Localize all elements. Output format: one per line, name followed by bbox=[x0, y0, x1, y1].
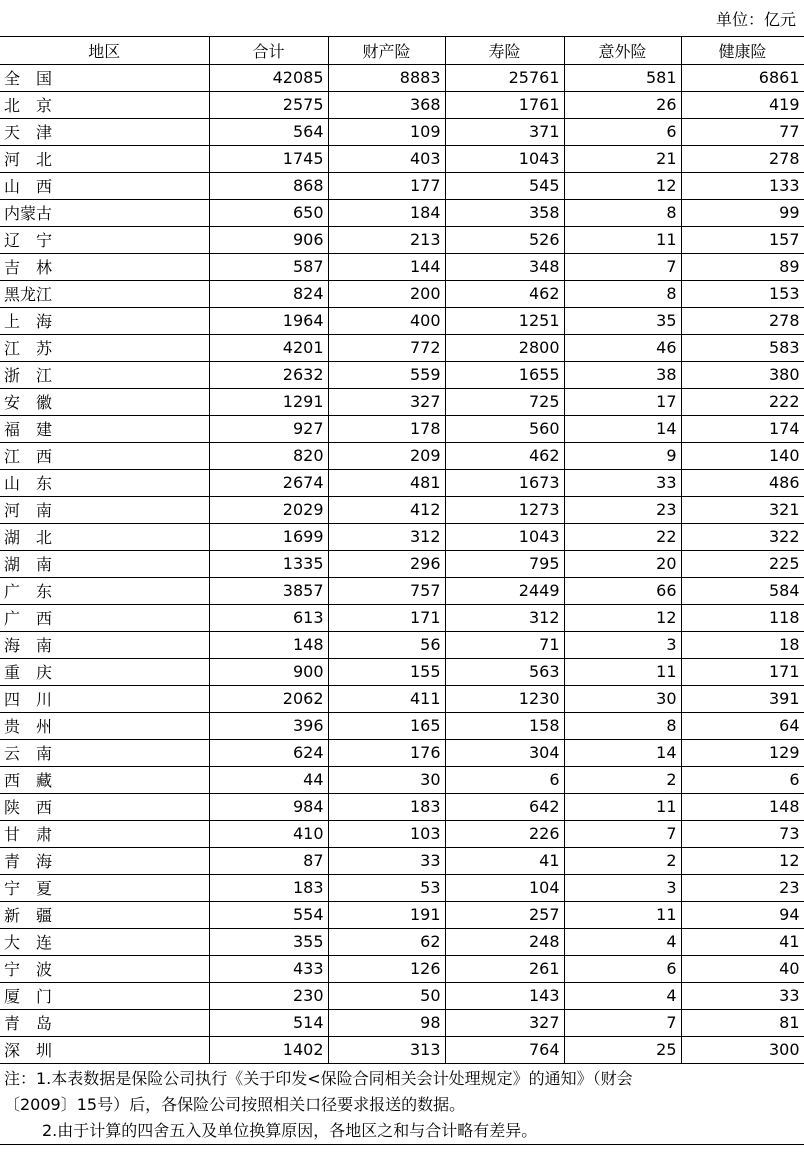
region-cell: 山 东 bbox=[0, 469, 209, 496]
header-life: 寿险 bbox=[445, 37, 564, 64]
life-cell: 312 bbox=[445, 604, 564, 631]
property-cell: 109 bbox=[328, 118, 445, 145]
property-cell: 177 bbox=[328, 172, 445, 199]
life-cell: 795 bbox=[445, 550, 564, 577]
life-cell: 104 bbox=[445, 874, 564, 901]
accident-cell: 8 bbox=[564, 199, 681, 226]
header-property: 财产险 bbox=[328, 37, 445, 64]
accident-cell: 11 bbox=[564, 658, 681, 685]
table-row bbox=[0, 712, 804, 739]
total-cell: 183 bbox=[209, 874, 328, 901]
accident-cell: 30 bbox=[564, 685, 681, 712]
table-row bbox=[0, 334, 804, 361]
total-cell: 820 bbox=[209, 442, 328, 469]
region-cell: 北 京 bbox=[0, 91, 209, 118]
health-cell: 300 bbox=[681, 1036, 804, 1063]
property-cell: 103 bbox=[328, 820, 445, 847]
region-cell: 青 岛 bbox=[0, 1009, 209, 1036]
property-cell: 412 bbox=[328, 496, 445, 523]
table-row bbox=[0, 604, 804, 631]
health-cell: 6 bbox=[681, 766, 804, 793]
accident-cell: 12 bbox=[564, 172, 681, 199]
property-cell: 165 bbox=[328, 712, 445, 739]
accident-cell: 26 bbox=[564, 91, 681, 118]
region-cell: 宁 波 bbox=[0, 955, 209, 982]
property-cell: 8883 bbox=[328, 64, 445, 91]
life-cell: 560 bbox=[445, 415, 564, 442]
property-cell: 313 bbox=[328, 1036, 445, 1063]
property-cell: 481 bbox=[328, 469, 445, 496]
region-cell: 贵 州 bbox=[0, 712, 209, 739]
table-row bbox=[0, 523, 804, 550]
property-cell: 559 bbox=[328, 361, 445, 388]
premium-table bbox=[0, 37, 804, 1145]
region-cell: 浙 江 bbox=[0, 361, 209, 388]
health-cell: 81 bbox=[681, 1009, 804, 1036]
life-cell: 226 bbox=[445, 820, 564, 847]
health-cell: 157 bbox=[681, 226, 804, 253]
region-cell: 湖 南 bbox=[0, 550, 209, 577]
accident-cell: 3 bbox=[564, 874, 681, 901]
region-cell: 四 川 bbox=[0, 685, 209, 712]
table-row bbox=[0, 820, 804, 847]
note-line-1: 注：1.本表数据是保险公司执行《关于印发<保险合同相关会计处理规定》的通知》（财会 bbox=[4, 1068, 633, 1088]
total-cell: 650 bbox=[209, 199, 328, 226]
accident-cell: 8 bbox=[564, 712, 681, 739]
accident-cell: 6 bbox=[564, 118, 681, 145]
life-cell: 358 bbox=[445, 199, 564, 226]
accident-cell: 66 bbox=[564, 577, 681, 604]
table-row bbox=[0, 550, 804, 577]
table-row bbox=[0, 280, 804, 307]
health-cell: 129 bbox=[681, 739, 804, 766]
health-cell: 18 bbox=[681, 631, 804, 658]
header-total: 合计 bbox=[209, 37, 328, 64]
life-cell: 1761 bbox=[445, 91, 564, 118]
total-cell: 984 bbox=[209, 793, 328, 820]
total-cell: 587 bbox=[209, 253, 328, 280]
health-cell: 583 bbox=[681, 334, 804, 361]
total-cell: 1699 bbox=[209, 523, 328, 550]
table-body bbox=[0, 64, 804, 1063]
accident-cell: 17 bbox=[564, 388, 681, 415]
total-cell: 624 bbox=[209, 739, 328, 766]
life-cell: 526 bbox=[445, 226, 564, 253]
total-cell: 564 bbox=[209, 118, 328, 145]
table-row bbox=[0, 793, 804, 820]
accident-cell: 21 bbox=[564, 145, 681, 172]
region-cell: 大 连 bbox=[0, 928, 209, 955]
unit-label bbox=[0, 0, 804, 37]
total-cell: 1745 bbox=[209, 145, 328, 172]
table-row bbox=[0, 739, 804, 766]
health-cell: 222 bbox=[681, 388, 804, 415]
table-row bbox=[0, 415, 804, 442]
region-cell: 山 西 bbox=[0, 172, 209, 199]
accident-cell: 35 bbox=[564, 307, 681, 334]
total-cell: 927 bbox=[209, 415, 328, 442]
total-cell: 3857 bbox=[209, 577, 328, 604]
life-cell: 1673 bbox=[445, 469, 564, 496]
table-row bbox=[0, 226, 804, 253]
table-row bbox=[0, 901, 804, 928]
table-row bbox=[0, 307, 804, 334]
health-cell: 148 bbox=[681, 793, 804, 820]
health-cell: 73 bbox=[681, 820, 804, 847]
life-cell: 1043 bbox=[445, 523, 564, 550]
accident-cell: 38 bbox=[564, 361, 681, 388]
health-cell: 64 bbox=[681, 712, 804, 739]
accident-cell: 33 bbox=[564, 469, 681, 496]
property-cell: 403 bbox=[328, 145, 445, 172]
total-cell: 1402 bbox=[209, 1036, 328, 1063]
total-cell: 410 bbox=[209, 820, 328, 847]
table-row bbox=[0, 685, 804, 712]
header-health: 健康险 bbox=[681, 37, 804, 64]
health-cell: 118 bbox=[681, 604, 804, 631]
life-cell: 371 bbox=[445, 118, 564, 145]
total-cell: 514 bbox=[209, 1009, 328, 1036]
property-cell: 296 bbox=[328, 550, 445, 577]
accident-cell: 4 bbox=[564, 928, 681, 955]
region-cell: 黑龙江 bbox=[0, 280, 209, 307]
table-row bbox=[0, 118, 804, 145]
region-cell: 厦 门 bbox=[0, 982, 209, 1009]
life-cell: 764 bbox=[445, 1036, 564, 1063]
property-cell: 400 bbox=[328, 307, 445, 334]
health-cell: 584 bbox=[681, 577, 804, 604]
accident-cell: 14 bbox=[564, 739, 681, 766]
total-cell: 2062 bbox=[209, 685, 328, 712]
table-row bbox=[0, 928, 804, 955]
total-cell: 613 bbox=[209, 604, 328, 631]
total-cell: 1964 bbox=[209, 307, 328, 334]
header-row bbox=[0, 37, 804, 64]
region-cell: 深 圳 bbox=[0, 1036, 209, 1063]
life-cell: 261 bbox=[445, 955, 564, 982]
life-cell: 1655 bbox=[445, 361, 564, 388]
property-cell: 209 bbox=[328, 442, 445, 469]
life-cell: 1230 bbox=[445, 685, 564, 712]
health-cell: 89 bbox=[681, 253, 804, 280]
health-cell: 6861 bbox=[681, 64, 804, 91]
region-cell: 重 庆 bbox=[0, 658, 209, 685]
total-cell: 1335 bbox=[209, 550, 328, 577]
health-cell: 391 bbox=[681, 685, 804, 712]
life-cell: 257 bbox=[445, 901, 564, 928]
unit-label-text: 单位：亿元 bbox=[715, 9, 796, 29]
total-cell: 2029 bbox=[209, 496, 328, 523]
table-row bbox=[0, 955, 804, 982]
table-row bbox=[0, 145, 804, 172]
total-cell: 396 bbox=[209, 712, 328, 739]
region-cell: 湖 北 bbox=[0, 523, 209, 550]
table-row bbox=[0, 172, 804, 199]
note-line-2: 〔2009〕15号）后，各保险公司按照相关口径要求报送的数据。 bbox=[4, 1094, 466, 1114]
note-line-3: 2.由于计算的四舍五入及单位换算原因，各地区之和与合计略有差异。 bbox=[42, 1120, 538, 1140]
total-cell: 900 bbox=[209, 658, 328, 685]
health-cell: 41 bbox=[681, 928, 804, 955]
table-row bbox=[0, 1009, 804, 1036]
table-row bbox=[0, 577, 804, 604]
region-cell: 云 南 bbox=[0, 739, 209, 766]
property-cell: 411 bbox=[328, 685, 445, 712]
property-cell: 33 bbox=[328, 847, 445, 874]
table-row bbox=[0, 64, 804, 91]
life-cell: 143 bbox=[445, 982, 564, 1009]
region-cell: 广 东 bbox=[0, 577, 209, 604]
health-cell: 153 bbox=[681, 280, 804, 307]
life-cell: 545 bbox=[445, 172, 564, 199]
accident-cell: 20 bbox=[564, 550, 681, 577]
region-cell: 福 建 bbox=[0, 415, 209, 442]
accident-cell: 2 bbox=[564, 847, 681, 874]
region-cell: 辽 宁 bbox=[0, 226, 209, 253]
table-row bbox=[0, 253, 804, 280]
accident-cell: 14 bbox=[564, 415, 681, 442]
life-cell: 563 bbox=[445, 658, 564, 685]
property-cell: 213 bbox=[328, 226, 445, 253]
total-cell: 824 bbox=[209, 280, 328, 307]
region-cell: 吉 林 bbox=[0, 253, 209, 280]
accident-cell: 46 bbox=[564, 334, 681, 361]
health-cell: 140 bbox=[681, 442, 804, 469]
property-cell: 757 bbox=[328, 577, 445, 604]
property-cell: 171 bbox=[328, 604, 445, 631]
accident-cell: 11 bbox=[564, 793, 681, 820]
health-cell: 322 bbox=[681, 523, 804, 550]
accident-cell: 3 bbox=[564, 631, 681, 658]
property-cell: 368 bbox=[328, 91, 445, 118]
total-cell: 433 bbox=[209, 955, 328, 982]
property-cell: 144 bbox=[328, 253, 445, 280]
total-cell: 2575 bbox=[209, 91, 328, 118]
total-cell: 868 bbox=[209, 172, 328, 199]
region-cell: 陕 西 bbox=[0, 793, 209, 820]
table-row bbox=[0, 496, 804, 523]
total-cell: 230 bbox=[209, 982, 328, 1009]
accident-cell: 11 bbox=[564, 226, 681, 253]
table-row bbox=[0, 91, 804, 118]
region-cell: 新 疆 bbox=[0, 901, 209, 928]
life-cell: 41 bbox=[445, 847, 564, 874]
accident-cell: 9 bbox=[564, 442, 681, 469]
life-cell: 71 bbox=[445, 631, 564, 658]
table-row bbox=[0, 199, 804, 226]
table-row bbox=[0, 1036, 804, 1063]
total-cell: 906 bbox=[209, 226, 328, 253]
table-row bbox=[0, 631, 804, 658]
property-cell: 50 bbox=[328, 982, 445, 1009]
health-cell: 278 bbox=[681, 145, 804, 172]
life-cell: 158 bbox=[445, 712, 564, 739]
life-cell: 348 bbox=[445, 253, 564, 280]
health-cell: 12 bbox=[681, 847, 804, 874]
life-cell: 25761 bbox=[445, 64, 564, 91]
accident-cell: 25 bbox=[564, 1036, 681, 1063]
region-cell: 西 藏 bbox=[0, 766, 209, 793]
accident-cell: 12 bbox=[564, 604, 681, 631]
accident-cell: 23 bbox=[564, 496, 681, 523]
property-cell: 98 bbox=[328, 1009, 445, 1036]
life-cell: 462 bbox=[445, 280, 564, 307]
total-cell: 1291 bbox=[209, 388, 328, 415]
property-cell: 30 bbox=[328, 766, 445, 793]
property-cell: 62 bbox=[328, 928, 445, 955]
accident-cell: 581 bbox=[564, 64, 681, 91]
health-cell: 94 bbox=[681, 901, 804, 928]
region-cell: 甘 肃 bbox=[0, 820, 209, 847]
property-cell: 772 bbox=[328, 334, 445, 361]
accident-cell: 7 bbox=[564, 253, 681, 280]
health-cell: 278 bbox=[681, 307, 804, 334]
health-cell: 133 bbox=[681, 172, 804, 199]
table-row bbox=[0, 442, 804, 469]
life-cell: 6 bbox=[445, 766, 564, 793]
accident-cell: 7 bbox=[564, 1009, 681, 1036]
region-cell: 宁 夏 bbox=[0, 874, 209, 901]
table-row bbox=[0, 469, 804, 496]
region-cell: 青 海 bbox=[0, 847, 209, 874]
life-cell: 304 bbox=[445, 739, 564, 766]
accident-cell: 4 bbox=[564, 982, 681, 1009]
property-cell: 312 bbox=[328, 523, 445, 550]
region-cell: 海 南 bbox=[0, 631, 209, 658]
region-cell: 广 西 bbox=[0, 604, 209, 631]
total-cell: 2632 bbox=[209, 361, 328, 388]
table-row bbox=[0, 847, 804, 874]
life-cell: 1043 bbox=[445, 145, 564, 172]
property-cell: 178 bbox=[328, 415, 445, 442]
life-cell: 462 bbox=[445, 442, 564, 469]
health-cell: 225 bbox=[681, 550, 804, 577]
region-cell: 江 西 bbox=[0, 442, 209, 469]
accident-cell: 2 bbox=[564, 766, 681, 793]
table-row bbox=[0, 658, 804, 685]
health-cell: 33 bbox=[681, 982, 804, 1009]
property-cell: 126 bbox=[328, 955, 445, 982]
life-cell: 1251 bbox=[445, 307, 564, 334]
table-row bbox=[0, 388, 804, 415]
property-cell: 200 bbox=[328, 280, 445, 307]
life-cell: 327 bbox=[445, 1009, 564, 1036]
region-cell: 上 海 bbox=[0, 307, 209, 334]
health-cell: 23 bbox=[681, 874, 804, 901]
accident-cell: 11 bbox=[564, 901, 681, 928]
total-cell: 2674 bbox=[209, 469, 328, 496]
accident-cell: 8 bbox=[564, 280, 681, 307]
region-cell: 河 北 bbox=[0, 145, 209, 172]
region-cell: 安 徽 bbox=[0, 388, 209, 415]
region-cell: 内蒙古 bbox=[0, 199, 209, 226]
table-row bbox=[0, 766, 804, 793]
property-cell: 155 bbox=[328, 658, 445, 685]
total-cell: 554 bbox=[209, 901, 328, 928]
region-cell: 江 苏 bbox=[0, 334, 209, 361]
property-cell: 183 bbox=[328, 793, 445, 820]
property-cell: 191 bbox=[328, 901, 445, 928]
health-cell: 174 bbox=[681, 415, 804, 442]
life-cell: 725 bbox=[445, 388, 564, 415]
health-cell: 380 bbox=[681, 361, 804, 388]
health-cell: 99 bbox=[681, 199, 804, 226]
property-cell: 327 bbox=[328, 388, 445, 415]
property-cell: 56 bbox=[328, 631, 445, 658]
header-accident: 意外险 bbox=[564, 37, 681, 64]
life-cell: 1273 bbox=[445, 496, 564, 523]
notes-row bbox=[0, 1063, 804, 1144]
health-cell: 77 bbox=[681, 118, 804, 145]
health-cell: 321 bbox=[681, 496, 804, 523]
total-cell: 87 bbox=[209, 847, 328, 874]
region-cell: 河 南 bbox=[0, 496, 209, 523]
total-cell: 355 bbox=[209, 928, 328, 955]
total-cell: 44 bbox=[209, 766, 328, 793]
total-cell: 4201 bbox=[209, 334, 328, 361]
region-cell: 全 国 bbox=[0, 64, 209, 91]
property-cell: 184 bbox=[328, 199, 445, 226]
header-region: 地区 bbox=[0, 37, 209, 64]
total-cell: 42085 bbox=[209, 64, 328, 91]
life-cell: 248 bbox=[445, 928, 564, 955]
health-cell: 40 bbox=[681, 955, 804, 982]
table-row bbox=[0, 361, 804, 388]
accident-cell: 22 bbox=[564, 523, 681, 550]
accident-cell: 7 bbox=[564, 820, 681, 847]
notes-cell bbox=[0, 1063, 804, 1144]
health-cell: 486 bbox=[681, 469, 804, 496]
life-cell: 2449 bbox=[445, 577, 564, 604]
life-cell: 2800 bbox=[445, 334, 564, 361]
table-row bbox=[0, 982, 804, 1009]
total-cell: 148 bbox=[209, 631, 328, 658]
property-cell: 53 bbox=[328, 874, 445, 901]
accident-cell: 6 bbox=[564, 955, 681, 982]
property-cell: 176 bbox=[328, 739, 445, 766]
health-cell: 419 bbox=[681, 91, 804, 118]
health-cell: 171 bbox=[681, 658, 804, 685]
region-cell: 天 津 bbox=[0, 118, 209, 145]
table-row bbox=[0, 874, 804, 901]
life-cell: 642 bbox=[445, 793, 564, 820]
